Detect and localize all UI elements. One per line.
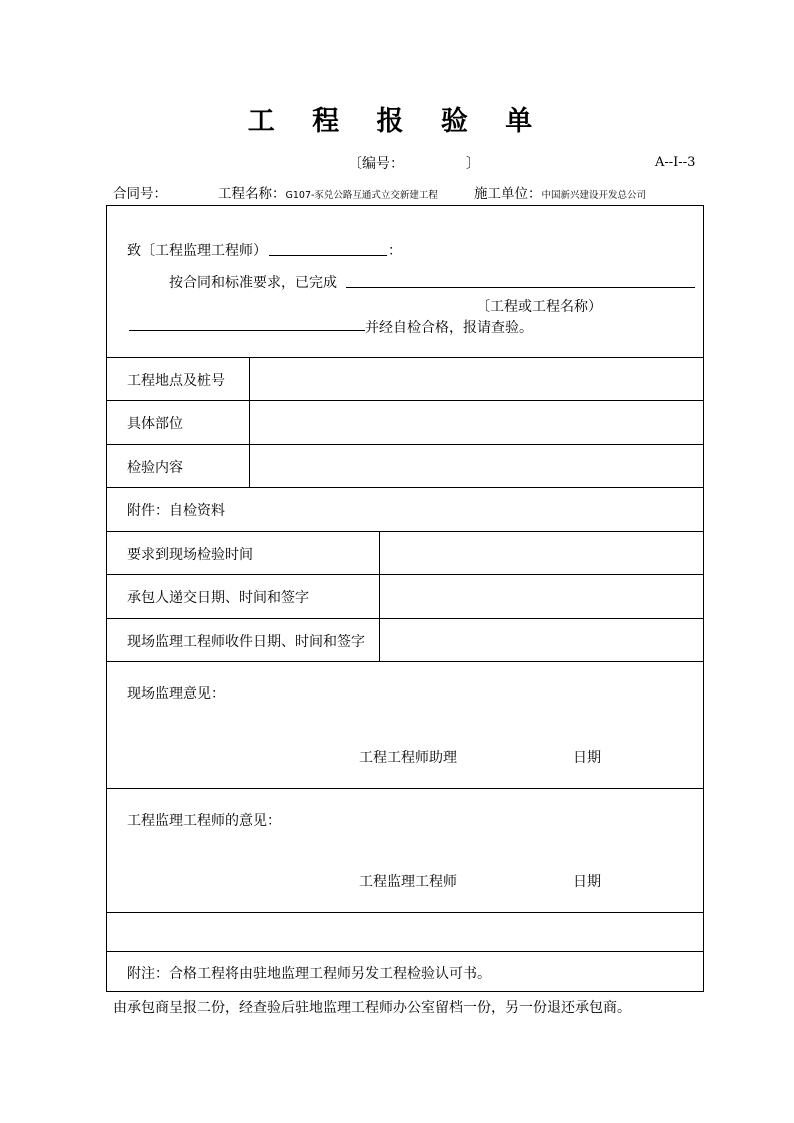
construction-unit-label: 施工单位： [474,186,542,202]
site-opinion-label: 现场监理意见： [127,686,225,702]
note-row: 附注：合格工程将由驻地监理工程师另发工程检验认可书。 [127,966,491,982]
inspect-time-label: 要求到现场检验时间 [127,547,253,563]
project-name-label: 工程名称： [218,186,286,202]
submit-date-field[interactable] [380,575,703,617]
addressee-field[interactable] [269,255,387,256]
inspect-time-field[interactable] [380,532,703,574]
project-field-note: 〔工程或工程名称） [476,299,602,315]
form-number: A--I--3 [655,155,696,170]
attachment-label: 附件：自检资料 [127,503,225,519]
submit-date-label: 承包人递交日期、时间和签字 [127,590,309,606]
contract-no-label: 合同号： [113,186,167,202]
construction-unit [474,182,646,202]
serial-number-label: 〔编号： [348,156,404,172]
engineer-date: 日期 [573,874,601,890]
assistant-date: 日期 [573,750,601,766]
serial-number [348,153,480,173]
assistant-signer: 工程工程师助理 [359,750,457,766]
work-field[interactable] [129,330,365,331]
part-label: 具体部位 [127,416,183,432]
addressee-label: 致〔工程监理工程师） [127,243,267,259]
footer-note: 由承包商呈报二份，经查验后驻地监理工程师办公室留档一份，另一份退还承包商。 [113,1000,631,1016]
project-name [218,182,438,202]
blank-row[interactable] [108,913,703,951]
engineer-signer: 工程监理工程师 [359,874,457,890]
completed-text: 按合同和标准要求，已完成 [169,275,337,291]
request-text: 并经自检合格，报请查验。 [365,320,533,336]
project-field[interactable] [346,287,695,288]
receive-date-field[interactable] [380,619,703,661]
location-label: 工程地点及桩号 [127,373,225,389]
construction-unit-value: 中国新兴建设开发总公司 [541,190,647,201]
project-name-value: G107-豕兑公路互通式立交新建工程 [285,190,438,201]
serial-number-close: 〕 [466,156,480,172]
page-title: 工 程 报 验 单 [247,106,547,137]
engineer-opinion-label: 工程监理工程师的意见： [127,813,281,829]
part-field[interactable] [250,401,703,443]
location-field[interactable] [250,358,703,400]
content-label: 检验内容 [127,460,183,476]
content-field[interactable] [250,445,703,487]
receive-date-label: 现场监理工程师收件日期、时间和签字 [127,634,365,650]
addressee-colon: ： [388,243,402,259]
inspection-form [106,205,704,992]
